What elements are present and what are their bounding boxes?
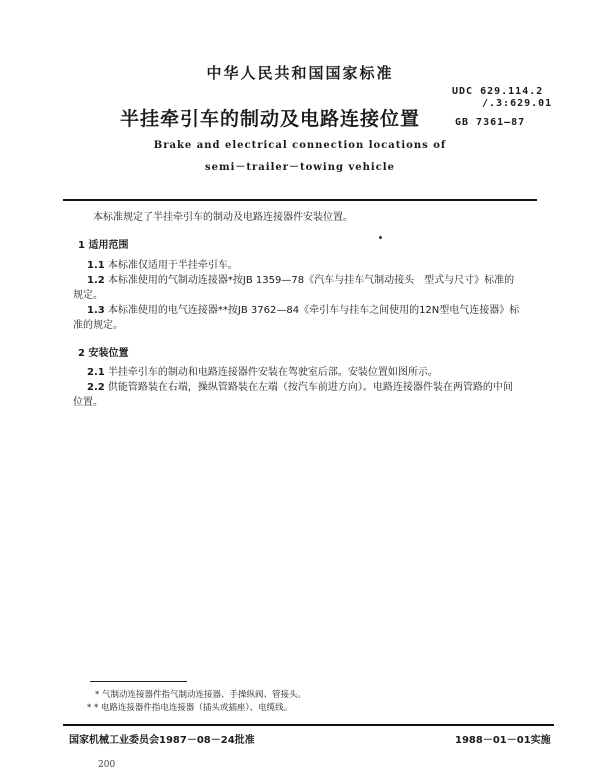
footnote-1: * 气制动连接器件指气制动连接器、手操纵阀、管接头。 xyxy=(95,690,306,700)
gb-standard-number: GB 7361—87 xyxy=(455,117,526,128)
page-number: 200 xyxy=(98,760,116,770)
clause-number: 2.2 xyxy=(87,382,105,393)
clause-number: 1.2 xyxy=(87,275,105,286)
clause-text: 本标准使用的气制动连接器*按JB 1359—78《汽车与挂车气制动接头 型式与尺寸》标准的 xyxy=(107,275,515,286)
footnote-2: * * 电路连接器件指电连接器（插头或插座）、电缆线。 xyxy=(87,703,293,713)
clause-text: 本标准使用的电气连接器**按JB 3762—84《牵引车与挂车之间使用的12N型电气连接器》标 xyxy=(107,305,520,316)
clause-1-2 xyxy=(87,274,514,288)
clause-number: 2.1 xyxy=(87,367,105,378)
clause-text: 本标准仅适用于半挂牵引车。 xyxy=(107,260,238,271)
udc-code-line-2: /.3:629.01 xyxy=(482,98,553,109)
speck-mark xyxy=(379,236,382,239)
intro-paragraph: 本标准规定了半挂牵引车的制动及电路连接器件安装位置。 xyxy=(93,212,353,223)
section-2-heading: 2 安装位置 xyxy=(78,348,129,359)
national-standard-heading: 中华人民共和国国家标准 xyxy=(206,64,394,82)
udc-code-line-1: UDC 629.114.2 xyxy=(452,86,544,97)
clause-text: 供能管路装在右端，操纵管路装在左端（按汽车前进方向）。电路连接器件装在两管路的中间 xyxy=(107,382,513,393)
clause-1-3 xyxy=(87,304,519,318)
document-title-en-line-1: Brake and electrical connection locations of xyxy=(153,140,447,151)
clause-1-1 xyxy=(87,259,238,273)
document-title-en-line-2: semi－trailer－towing vehicle xyxy=(205,162,395,173)
effective-date: 1988－01－01实施 xyxy=(455,735,551,746)
footnote-divider xyxy=(90,681,187,682)
clause-2-1 xyxy=(87,366,438,380)
clause-text: 半挂牵引车的制动和电路连接器件安装在驾驶室后部。安装位置如图所示。 xyxy=(107,367,438,378)
document-title-cn: 半挂牵引车的制动及电路连接位置 xyxy=(120,108,421,130)
header-divider xyxy=(63,199,537,201)
section-1-heading: 1 适用范围 xyxy=(78,240,129,251)
clause-2-2 xyxy=(87,381,513,395)
footer-divider xyxy=(63,724,554,726)
approval-date: 国家机械工业委员会1987－08－24批准 xyxy=(69,735,255,746)
clause-number: 1.1 xyxy=(87,260,105,271)
clause-1-3-continuation: 准的规定。 xyxy=(73,320,123,331)
clause-number: 1.3 xyxy=(87,305,105,316)
clause-1-2-continuation: 规定。 xyxy=(73,290,103,301)
clause-2-2-continuation: 位置。 xyxy=(73,397,103,408)
